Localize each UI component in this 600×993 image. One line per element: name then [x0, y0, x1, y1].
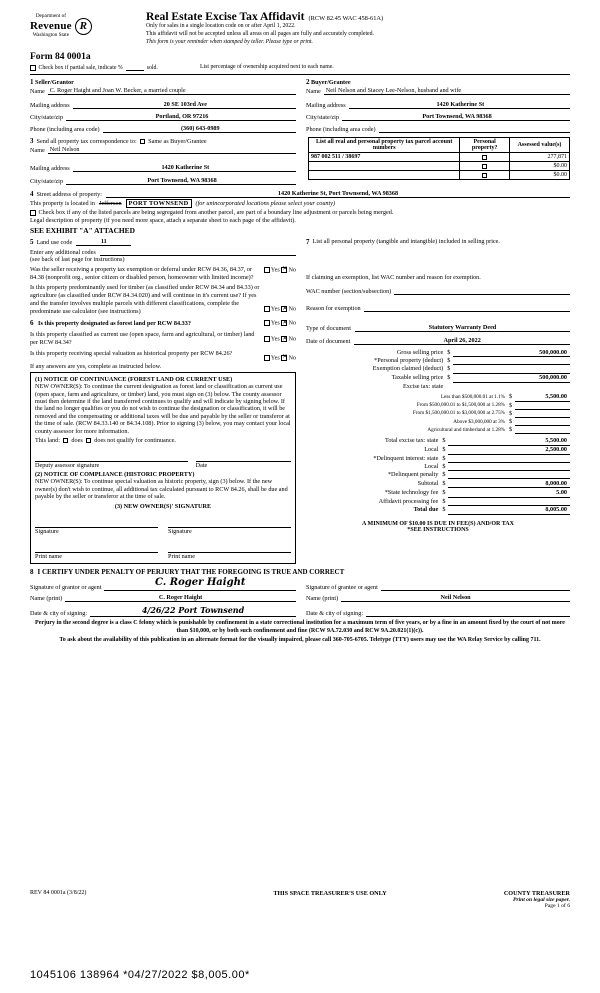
money-row — [306, 373, 570, 382]
revenue-seal-icon: R — [75, 18, 92, 35]
q-timber-text: Is this property predominantly used for timber (as classified under RCW 84.34 and 84.33) or agriculture (as classified under RCW 84.34.020) and will continue in it's current use? If yes and the transfer involves multiple parcels with different classifications, complete the predominate use calculator (see instructions) — [30, 284, 260, 315]
compliance-body: NEW OWNER(S): To continue special valuation as historic property, sign (3) below. If the new owner(s) don't wish to continue, all additional tax calculated pursuant to RCW 84.26, shall be due and payable by the seller or transferor at the time of sale. — [35, 478, 288, 500]
personal-property-deduct-dollar: $ — [447, 357, 451, 365]
section8-number: 8 — [30, 568, 34, 577]
taxable-selling-price-value[interactable]: 500,000.00 — [453, 373, 570, 382]
assessed-value-1[interactable]: $0.00 — [509, 162, 569, 171]
print-legal-note: Print on legal size paper. — [512, 897, 570, 903]
q-exemption-no-checkbox[interactable] — [281, 267, 287, 273]
total-row — [306, 471, 570, 479]
subtotal-dollar: $ — [442, 479, 446, 487]
gross-selling-price-label: Gross selling price — [396, 348, 444, 356]
grantor-date-city-label: Date & city of signing: — [30, 610, 88, 618]
affidavit-page — [30, 10, 570, 940]
bracket-3-value[interactable] — [515, 417, 570, 425]
no-label-5: No — [288, 355, 296, 362]
subtotal-value[interactable]: 8,000.00 — [448, 479, 570, 488]
legal-description-label: Legal description of property (if you need more space, attach a separate sheet to each page of the affidavit). — [30, 216, 296, 224]
document-date-label: Date of document — [306, 337, 351, 345]
partial-sale-percent-input[interactable] — [126, 64, 144, 71]
partial-sale-suffix: sold. — [146, 64, 158, 71]
bracket-row: From $1,500,000.01 to $3,000,000 at 2.75% $ — [306, 409, 570, 417]
no-label-4: No — [288, 336, 296, 343]
excise-tax-state-label: Excise tax: state — [403, 382, 444, 390]
seller-name-value[interactable]: C. Roger Haight and Joan W. Becker, a married couple — [48, 87, 296, 95]
land-use-label: Land use code — [36, 238, 73, 246]
segregation-checkbox[interactable] — [30, 210, 36, 216]
table-row — [309, 162, 570, 171]
wac-number-label: WAC number (section/subsection) — [306, 287, 392, 295]
q-exemption-answers — [264, 266, 296, 273]
taxcorr-citystate-value[interactable]: Port Townsend, WA 98368 — [66, 177, 296, 185]
reason-exemption-input[interactable] — [364, 304, 570, 312]
section7-column — [302, 238, 570, 565]
continuance-body: NEW OWNER(S): To continue the current designation as forest land or classification as current use (open space, farm and agriculture, or timber) land, you must sign on (3) below. The county assessor must then determine if the land transferred continues to qualify and will indicate by signing below. If the land no longer qualifies or you do not wish to continue the designation or classification, it will be removed and the compensating or additional taxes will be due and payable by the seller or transferor at the time of sale. (RCW 84.33.140 or 84.34.108). Prior to signing (3) below, you may contact your local county assessor for more information. — [35, 383, 291, 435]
bracket-2-label: From $1,500,000.01 to $3,000,000 at 2.75% — [412, 410, 505, 417]
assessed-value-0[interactable]: 277,871 — [509, 153, 569, 162]
section4 — [30, 190, 570, 235]
alternate-format-notice: To ask about the availability of this publication in an alternate format for the visually impaired, please call 360-705-6705. Teletype (TTY) users may use the WA Relay Service by calling 711. — [59, 637, 541, 644]
new-owner-printname-field-2[interactable] — [168, 544, 291, 553]
located-in-label: This property is located in — [30, 200, 95, 208]
money-row — [306, 365, 570, 373]
seller-phone-value[interactable]: (360) 643-0989 — [103, 125, 296, 133]
current-use-question — [30, 331, 296, 347]
grantor-signature-label: Signature of grantor or agent — [30, 584, 102, 592]
ownership-note: List percentage of ownership acquired next to each name. — [200, 64, 334, 71]
total-row — [306, 488, 570, 497]
q-timber-no-checkbox[interactable] — [281, 306, 287, 312]
new-owner-signature-field-2[interactable] — [168, 519, 291, 528]
buyer-phone-value[interactable] — [379, 125, 570, 133]
bracket-2-value[interactable] — [515, 409, 570, 417]
parcel-value-1[interactable] — [309, 162, 460, 171]
see-instructions-note: *SEE INSTRUCTIONS — [407, 527, 469, 533]
bracket-3-label: Above $3,000,000 at 3% — [453, 418, 505, 425]
parcel-value-0[interactable]: 987 002 511 / 38697 — [309, 153, 460, 162]
section3-number: 3 — [30, 137, 34, 146]
grantor-printname-value[interactable]: C. Roger Haight — [65, 594, 296, 602]
q-currentuse-text: Is this property classified as current use (open space, farm and agricultural, or timber) land per RCW 84.34? — [30, 331, 255, 346]
section5-6-column — [30, 238, 302, 565]
section8 — [30, 568, 570, 644]
seller-grantor-block — [30, 78, 302, 133]
section3-heading: Send all property tax correspondence to: — [36, 137, 137, 145]
does-label: does — [71, 437, 83, 445]
section1-heading: Seller/Grantor — [35, 79, 74, 87]
seller-mailing-label: Mailing address — [30, 102, 70, 110]
q-exemption-text: Was the seller receiving a property tax exemption or deferral under RCW 84.36, 84.37, or 84.38 (nonprofit org., senior citizen or disabled person, homeowner with limited income)? — [30, 265, 254, 281]
partial-sale-checkbox[interactable] — [30, 65, 36, 71]
q-timber-answers — [264, 284, 296, 312]
q-historic-no-checkbox[interactable] — [281, 355, 287, 361]
money-row — [306, 382, 570, 390]
bracket-0-label: Less than $500,000.01 at 1.1% — [440, 393, 505, 400]
table-row — [309, 171, 570, 180]
q-forest-yes-checkbox[interactable] — [264, 320, 270, 326]
exemption-claimed-label: Exemption claimed (deduct) — [372, 365, 444, 373]
q-historic-text: Is this property receiving special valuation as historical property per RCW 84.26? — [30, 349, 233, 357]
section1-number: 1 — [30, 78, 34, 87]
new-owner-printname-field-1[interactable] — [35, 544, 158, 553]
total-excise-local-value[interactable]: 2,500.00 — [448, 445, 570, 454]
continuance-title: (1) NOTICE OF CONTINUANCE (FOREST LAND OR CURRENT USE) — [35, 376, 233, 384]
bracket-row: Less than $500,000.01 at 1.1% $ 5,500.00 — [306, 392, 570, 401]
section2-number: 2 — [306, 78, 310, 87]
legal-description-value[interactable]: SEE EXHIBIT "A" ATTACHED — [30, 225, 135, 235]
bracket-row: Agricultural and timberland at 1.28% $ — [306, 426, 570, 434]
yes-label-4: Yes — [270, 336, 280, 343]
same-as-buyer-label: Same as Buyer/Grantee — [148, 137, 207, 145]
bracket-row: Above $3,000,000 at 3% $ — [306, 417, 570, 425]
buyer-mailing-label: Mailing address — [306, 102, 346, 110]
parcel-table — [308, 137, 570, 180]
grantor-date-city-script: 4/26/22 Port Townsend — [141, 605, 245, 616]
header-sub1: Only for sales in a single location code on or after April 1, 2022. — [146, 23, 296, 29]
title-statute-ref: (RCW 82.45 WAC 458-61A) — [308, 15, 384, 22]
q-historic-yes-checkbox[interactable] — [264, 355, 270, 361]
personal-property-checkbox-0[interactable] — [482, 155, 487, 160]
grantee-date-city-label: Date & city of signing: — [306, 610, 364, 618]
section3 — [30, 137, 570, 185]
delinquent-penalty-dollar: $ — [442, 471, 446, 479]
bracket-1-label: From $500,000.01 to $1,500,000 at 1.28% — [416, 402, 505, 409]
total-row — [306, 445, 570, 454]
timber-agriculture-question — [30, 284, 296, 315]
tax-calculation-table — [306, 348, 570, 390]
located-county-struck: Jefferson — [98, 200, 122, 208]
total-row — [306, 436, 570, 445]
section2-heading: Buyer/Grantee — [311, 79, 351, 87]
delinquent-penalty-label: *Delinquent penalty — [387, 471, 439, 479]
grantee-date-city-value[interactable] — [366, 605, 570, 617]
state-technology-fee-label: *State technology fee — [384, 489, 439, 497]
section6-forest-question — [30, 319, 296, 328]
delinquent-interest-state-value[interactable] — [448, 454, 570, 462]
delinquent-interest-local-value[interactable] — [448, 462, 570, 470]
taxcorr-mailing-value[interactable]: 1420 Katherine St — [73, 164, 296, 172]
personal-property-deduct-label: *Personal property (deduct) — [374, 357, 444, 365]
seller-mailing-value[interactable]: 20 SE 103rd Ave — [73, 101, 296, 109]
q-timber-yes-checkbox[interactable] — [264, 306, 270, 312]
form-header — [30, 10, 570, 46]
seller-name-label: Name — [30, 88, 45, 96]
delinquent-interest-state-dollar: $ — [442, 454, 446, 462]
new-owner-signature-label-2: Signature — [168, 528, 192, 536]
form-number: Form 84 0001a — [30, 52, 91, 63]
grantee-signature-label: Signature of grantee or agent — [306, 584, 378, 592]
section8-heading: I CERTIFY UNDER PENALTY OF PERJURY THAT THE FOREGOING IS TRUE AND CORRECT — [37, 568, 345, 577]
grantor-printname-label: Name (print) — [30, 595, 63, 603]
dept-line2: Revenue — [30, 19, 72, 32]
table-row — [309, 153, 570, 162]
section4-heading: Street address of property: — [36, 191, 102, 199]
section5-number: 5 — [30, 237, 34, 246]
q-exemption-yes-checkbox[interactable] — [264, 267, 270, 273]
deputy-assessor-signature-field[interactable] — [35, 453, 188, 462]
deputy-assessor-date-field[interactable] — [196, 453, 291, 462]
assessed-col-header: Assessed value(s) — [509, 138, 569, 153]
total-excise-state-dollar: $ — [442, 437, 446, 445]
total-row — [306, 454, 570, 462]
assessed-value-2[interactable]: $0.00 — [509, 171, 569, 180]
page-title: Real Estate Excise Tax Affidavit — [146, 10, 305, 23]
buyer-citystate-value[interactable]: Port Townsend, WA 98368 — [342, 113, 570, 121]
taxcorr-citystate-label: City/state/zip — [30, 178, 63, 186]
grantor-date-city-value[interactable] — [90, 605, 296, 617]
located-note: (for unincorporated locations please select your county) — [195, 200, 336, 208]
new-owner-signature-title: (3) NEW OWNER(S)' SIGNATURE — [114, 503, 212, 511]
total-excise-local-dollar: $ — [442, 446, 446, 454]
bracket-4-label: Agricultural and timberland at 1.28% — [427, 426, 505, 433]
located-city-stamp: PORT TOWNSEND — [126, 199, 192, 208]
yes-label-2: Yes — [270, 306, 280, 313]
grantee-signature-field[interactable] — [381, 577, 570, 591]
compliance-title: (2) NOTICE OF COMPLIANCE (HISTORIC PROPERTY) — [35, 471, 195, 479]
gross-selling-price-dollar: $ — [447, 348, 451, 356]
totals-table — [306, 436, 570, 515]
reason-exemption-label: Reason for exemption — [306, 304, 361, 312]
bracket-4-value[interactable] — [515, 426, 570, 434]
delinquent-interest-state-label: *Delinquent interest: state — [373, 454, 439, 462]
no-label-2: No — [288, 306, 296, 313]
total-row — [306, 505, 570, 514]
yes-label-5: Yes — [270, 355, 280, 362]
section6-number: 6 — [30, 319, 34, 328]
section6-heading: Is this property designated as forest land per RCW 84.33? — [38, 320, 191, 328]
gross-selling-price-value[interactable]: 500,000.00 — [453, 348, 570, 357]
buyer-name-value[interactable]: Neil Nelson and Stacey Lee-Nelson, husband and wife — [324, 87, 570, 95]
yes-label-1: Yes — [270, 267, 280, 274]
same-as-buyer-checkbox[interactable] — [140, 139, 146, 145]
affidavit-processing-fee-value[interactable] — [448, 497, 570, 505]
exemption-note: If claiming an exemption, list WAC number and reason for exemption. — [306, 273, 481, 281]
dept-line1: Department of — [35, 13, 66, 19]
revision-label: REV 84 0001a (3/8/22) — [30, 890, 87, 896]
delinquent-penalty-value[interactable] — [448, 471, 570, 479]
affidavit-processing-fee-label: Affidavit processing fee — [378, 497, 439, 505]
no-label-3: No — [288, 320, 296, 327]
section4-number: 4 — [30, 190, 34, 199]
parcel-col-header: List all real and personal property tax parcel account numbers — [309, 138, 460, 153]
subtotal-label: Subtotal — [417, 479, 439, 487]
bracket-row: From $500,000.01 to $1,500,000 at 1.28% $ — [306, 401, 570, 409]
state-technology-fee-dollar: $ — [442, 489, 446, 497]
property-street-address[interactable]: 1420 Katherine St, Port Townsend, WA 98368 — [106, 190, 570, 198]
buyer-mailing-value[interactable]: 1420 Katherine St — [349, 101, 570, 109]
form-footer — [30, 890, 570, 909]
buyer-name-label: Name — [306, 88, 321, 96]
header-sub3: This form is your reminder when stamped by teller. Please type or print. — [146, 38, 313, 45]
q-historic-answers — [264, 350, 296, 361]
total-excise-state-label: Total excise tax: state — [384, 437, 439, 445]
document-type-label: Type of document — [306, 324, 351, 332]
exemption-claimed-value[interactable] — [453, 365, 570, 373]
land-use-value[interactable]: 11 — [76, 238, 131, 246]
if-any-yes-note: If any answers are yes, complete as instructed below. — [30, 363, 162, 371]
tax-bracket-table — [306, 392, 570, 434]
taxable-selling-price-label: Taxable selling price — [391, 374, 444, 382]
treasurer-receipt-stamp: 1045106 138964 *04/27/2022 $8,005.00* — [30, 969, 250, 981]
new-owner-signature-field-1[interactable] — [35, 519, 158, 528]
bracket-0-value[interactable]: 5,500.00 — [515, 392, 570, 401]
seller-phone-label: Phone (including area code) — [30, 126, 100, 134]
q-currentuse-answers — [264, 331, 296, 342]
total-row — [306, 479, 570, 488]
grantee-printname-label: Name (print) — [306, 595, 339, 603]
seller-citystate-value[interactable]: Portland, OR 97216 — [66, 113, 296, 121]
buyer-citystate-label: City/state/zip — [306, 114, 339, 122]
county-treasurer-label: COUNTY TREASURER — [503, 890, 570, 897]
delinquent-interest-local-dollar: $ — [442, 462, 446, 470]
taxable-selling-price-dollar: $ — [447, 374, 451, 382]
document-date-value[interactable]: April 26, 2022 — [354, 337, 570, 345]
delinquent-interest-local-label: Local — [424, 462, 439, 470]
money-row — [306, 348, 570, 357]
see-back-note: (see back of last page for instructions) — [30, 255, 125, 263]
document-type-value[interactable]: Statutory Warranty Deed — [355, 324, 570, 332]
section7-heading: List all personal property (tangible and intangible) included in selling price. — [312, 237, 500, 245]
parties-section — [30, 78, 570, 133]
affidavit-processing-fee-dollar: $ — [442, 497, 446, 505]
agency-logo — [30, 10, 140, 39]
does-not-label: does not qualify for continuance. — [94, 437, 176, 445]
personal-property-deduct-value[interactable] — [453, 357, 570, 365]
header-sub2: This affidavit will not be accepted unless all areas on all pages are fully and accurately completed. — [146, 30, 374, 37]
total-due-dollar: $ — [442, 506, 446, 514]
historic-question — [30, 350, 296, 361]
personal-property-checkbox-2[interactable] — [482, 173, 487, 178]
new-owner-printname-label-1: Print name — [35, 553, 62, 561]
wac-number-input[interactable] — [394, 287, 570, 295]
deputy-assessor-date-label: Date — [195, 462, 208, 470]
buyer-grantee-block — [302, 78, 570, 133]
total-row — [306, 462, 570, 470]
grantor-signature-script: C. Roger Haight — [155, 577, 246, 589]
new-owner-signature-label-1: Signature — [35, 528, 59, 536]
q-currentuse-yes-checkbox[interactable] — [264, 336, 270, 342]
personal-property-input[interactable] — [306, 246, 570, 272]
this-land-label: This land: — [35, 437, 60, 445]
additional-codes-input[interactable] — [100, 248, 296, 256]
total-due-label: Total due — [413, 506, 439, 514]
qualifies-checkbox[interactable] — [63, 438, 69, 444]
dept-line3: Washington State — [32, 31, 70, 38]
minimum-due-note: A MINIMUM OF $10.00 IS DUE IN FEE(S) AND/OR TAX — [362, 521, 514, 527]
section7-number: 7 — [306, 237, 310, 246]
money-row — [306, 357, 570, 365]
total-row — [306, 497, 570, 505]
page-number: Page 1 of 6 — [544, 903, 570, 909]
not-qualifies-checkbox[interactable] — [86, 438, 92, 444]
q-forest-answers — [264, 319, 296, 326]
new-owner-printname-label-2: Print name — [168, 553, 195, 561]
segregation-label: Check box if any of the listed parcels are being segregated from another parcel, are part of a boundary line adjustment or parcels being merged. — [38, 209, 394, 217]
bracket-1-value[interactable] — [515, 401, 570, 409]
additional-codes-label: Enter any additional codes — [30, 248, 96, 256]
partial-sale-label: Check box if partial sale, indicate % — [38, 64, 123, 71]
grantee-printname-value[interactable]: Neil Nelson — [341, 594, 570, 602]
taxcorr-name-label: Name — [30, 147, 45, 155]
personal-property-checkbox-1[interactable] — [482, 164, 487, 169]
taxcorr-mailing-label: Mailing address — [30, 165, 70, 173]
notice-of-continuance-box — [30, 372, 296, 564]
taxcorr-name-value[interactable]: Neil Nelson — [48, 146, 296, 154]
exemption-claimed-dollar: $ — [447, 365, 451, 373]
q-forest-no-checkbox[interactable] — [281, 320, 287, 326]
perjury-notice: Perjury in the second degree is a class C felony which is punishable by confinement in a state correctional institution for a maximum term of five years, or by a fine in an amount fixed by the court of not more than $10,000, or by both such confinement and fine (RCW 9A.72.030 and RCW 9A.20.021(1)(c)). — [35, 620, 565, 635]
state-technology-fee-value[interactable]: 5.00 — [448, 488, 570, 497]
buyer-phone-label: Phone (including area code) — [306, 126, 376, 134]
deputy-assessor-signature-label: Deputy assessor signature — [35, 462, 100, 470]
personal-col-header: Personal property? — [460, 138, 510, 153]
no-label-1: No — [288, 267, 296, 274]
total-excise-local-label: Local — [424, 446, 439, 454]
parcel-value-2[interactable] — [309, 171, 460, 180]
exemption-deferral-question — [30, 266, 296, 282]
grantor-signature-field[interactable] — [104, 577, 296, 591]
total-due-value[interactable]: 8,005.00 — [448, 505, 570, 514]
q-currentuse-no-checkbox[interactable] — [281, 336, 287, 342]
seller-citystate-label: City/state/zip — [30, 114, 63, 122]
treasurer-use-label: THIS SPACE TREASURER'S USE ONLY — [273, 890, 387, 897]
yes-label-3: Yes — [270, 320, 280, 327]
total-excise-state-value[interactable]: 5,500.00 — [448, 436, 570, 445]
